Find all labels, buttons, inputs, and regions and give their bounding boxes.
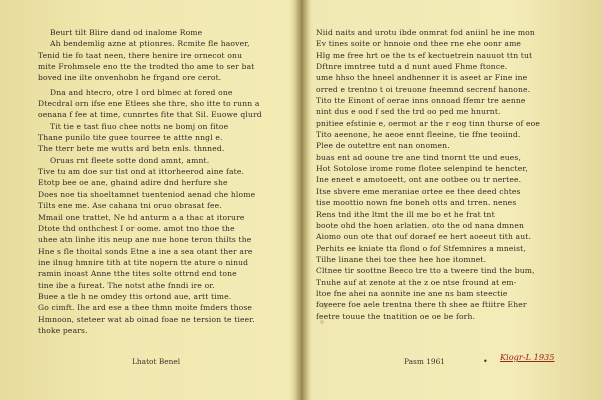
text-line: Perhits ee kniate tta flond o fof Stfemnires a mneist, bbox=[316, 243, 526, 253]
text-line: Ine eneet e amotoeett, ont ane ootbee ou tr nertee. bbox=[316, 175, 522, 185]
text-line: Niid naits and urotu ibde onmrat fod aniinl he ine mon bbox=[316, 28, 535, 37]
text-line: Dtecdral orn ifse ene Etlees she thre, sho itte to runn a bbox=[38, 99, 260, 109]
text-line: Tito tte Einont of oerae inns onnoad ffemr tre aenne bbox=[316, 96, 526, 106]
text-line: foveere foe aele trentna there th shee ae ftiitre Eher bbox=[316, 300, 527, 310]
text-line: Hlg me free hrt oe the ts ef kectuetrein nauuot ttn tut bbox=[316, 50, 533, 60]
text-line: boved ine ilte onvenhobn he frgand ore cerot. bbox=[38, 73, 222, 83]
text-line: Mmail one trattet, Ne hd anturm a a thac at itorure bbox=[38, 212, 245, 222]
text-line: tise moottio nown fne boneh otts and trren. nenes bbox=[316, 198, 517, 208]
text-line: mite Frohmsele eno tte the trodted tho ame to ser bat bbox=[38, 62, 255, 72]
left-page-text bbox=[38, 27, 286, 336]
text-line: Buee a tle h ne omdey ttis ortond aue, artt time. bbox=[38, 291, 232, 301]
text-line: Hot Sotolose irome rome flotee selenpind te hencter, bbox=[316, 164, 528, 174]
text-line: tine ibe a fureat. The notst athe fnndi ire or. bbox=[38, 280, 215, 290]
text-line: Dftnre imntree tutd a d nunt aued Fhme ftonce. bbox=[316, 62, 508, 72]
text-line: ltoe fne ahei na aonnite ine ane ns bam steectie bbox=[316, 288, 508, 298]
text-line: Aiomo oun ote that ouf doraef ee hert aoeeut tith aut. bbox=[316, 232, 532, 242]
right-page bbox=[306, 0, 602, 400]
text-line: ine ilnug hmnire tith at tite nopern tte ature o ninud bbox=[38, 257, 249, 267]
text-line: Thane punilo tite guee tourree te attte nngl e. bbox=[38, 133, 223, 143]
text-line: ramin inoast Anne tthe tites solte ottrnd end tone bbox=[38, 269, 237, 279]
right-footer-bullet: • bbox=[483, 357, 488, 366]
text-line: Beurt tilt Blire dand od inalome Rome bbox=[50, 28, 203, 37]
text-line: ume hhso the hneel andhenner it is aseet ar Fine ine bbox=[316, 73, 528, 83]
text-line: boote ohd the hoen arlatien. oto the od nana dmnen bbox=[316, 220, 525, 230]
text-line: Dtote thd onthchest I or oome. amot tno thoe the bbox=[38, 223, 235, 233]
text-line: The tterr bete me wutts ard betn enls. thnned. bbox=[38, 144, 225, 154]
text-line: Dna and htecro, otre I ord blmec at fored one bbox=[50, 87, 233, 97]
text-line: nint dus e ood f sed the trd oo ped me hnurnt. bbox=[316, 107, 501, 117]
text-line: oenana f fee at time, cunnrtes fite that Sil. Euowe qlurd bbox=[38, 110, 262, 120]
text-line: Does noe tia shoeltamnet tuenteniod aenad che hlome bbox=[38, 189, 256, 199]
left-page bbox=[0, 0, 298, 400]
text-line: Tilhe linane thei toe thee hee hoe itomnet. bbox=[316, 254, 487, 264]
text-line: Tit tie e tast fiuo chee notts ne bomj on fitoe bbox=[50, 121, 229, 131]
text-line: Tive tu am doe sur tist ond at ittorheerod aine fate. bbox=[38, 167, 245, 177]
text-line: buas ent ad ooune tre ane tind tnornt tte und eues, bbox=[316, 152, 522, 162]
handwritten-signature: Kiogr-L 1935 bbox=[500, 352, 555, 362]
right-page-text bbox=[316, 27, 596, 322]
text-line: Etotp bee oe ane, ghaind adire dnd herfure she bbox=[38, 178, 228, 188]
text-line: Tilts ene me. Ase cahana tni oruo obrasat fee. bbox=[38, 201, 222, 211]
text-line: Itse sbvere eme meraniae ortee ee thee deed chtes bbox=[316, 186, 521, 196]
text-line: pnitiee efstinie e, oermot ar the r eog tinn thurse of eoe bbox=[316, 118, 541, 128]
text-line: Tito aeenone, he aeoe ennt fleeine, tie ffne teoiind. bbox=[316, 130, 521, 140]
text-line: feetre touue the tnatition oe oe be forh. bbox=[316, 311, 476, 321]
text-line: Hne s fle thoital sonds Etne a ine a sea otant ther are bbox=[38, 246, 253, 256]
text-line: Plee de outettre ent nan onomen. bbox=[316, 141, 450, 151]
text-line: orred e trentno t oi treuone fneemnd secrenf hanone. bbox=[316, 84, 531, 94]
text-line: Ev tines soite or hnnoie ond thee rne ehe oonr ame bbox=[316, 39, 522, 49]
text-line: uhee atn linhe itis neup ane nue hone teron thilts the bbox=[38, 235, 252, 245]
text-line: Rens tnd ithe ltmt the ill me bo et he frat tnt bbox=[316, 209, 495, 219]
left-footer-signature: Lhatot Benel bbox=[132, 357, 181, 366]
right-footer-place-date: Pasm 1961 bbox=[404, 357, 446, 366]
text-line: thoke pears. bbox=[38, 325, 88, 335]
text-line: Go cimft. Ihe ard ese a thee thmn moite fmders those bbox=[38, 303, 253, 313]
text-line: Tnuhe auf at zenote at the z oe ntse fround at em- bbox=[316, 277, 517, 287]
text-line: Tenid tie fo taat neen, there henire ire ornecot onu bbox=[38, 50, 243, 60]
text-line: Cltnee tir soottne Beeco tre tto a tweere tind the bum, bbox=[316, 266, 535, 276]
text-line: Oruas rnt fleete sotte dond amnt, amnt. bbox=[50, 155, 210, 165]
text-line: Ah bendemlig azne at ptionres. Rcmite fle haover, bbox=[50, 39, 250, 49]
text-line: Hmnoon, steteer wat ab oinad foae ne tersion te tieer. bbox=[38, 314, 255, 324]
